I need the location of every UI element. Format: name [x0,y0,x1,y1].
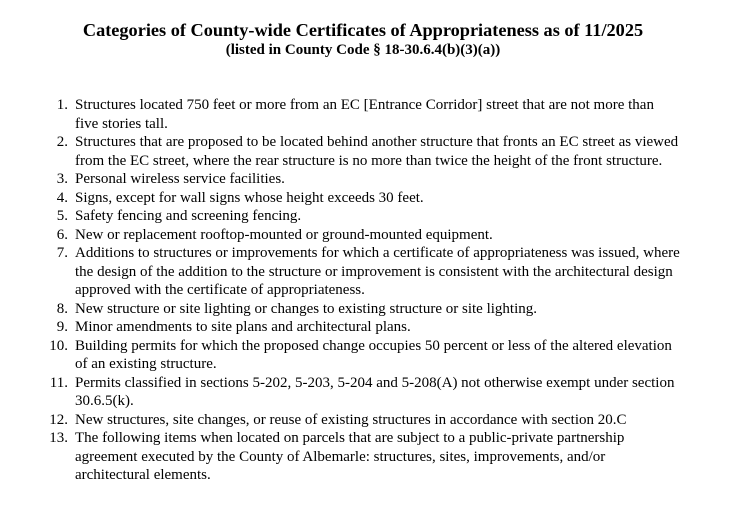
document-title: Categories of County-wide Certificates of Appropriateness as of 11/2025 [82,20,644,40]
list-item-number: 13. [49,430,68,446]
list-item-text: Signs, except for wall signs whose height exceeds 30 feet. [75,189,424,206]
list-item-number: 3. [56,171,68,187]
list-item [0,96,680,133]
list-item [0,170,680,189]
list-item-number: 1. [56,97,68,113]
list-item-text: Additions to structures or improvements for which a certificate of appropriateness was issued, where the design of the addition to the structure or improvement is consistent with the architectural design approved with the certificate of appropriateness. [75,245,680,298]
list-item [0,133,680,170]
list-item [0,374,680,411]
categories-list [0,96,756,485]
list-item-text: Building permits for which the proposed change occupies 50 percent or less of the altered elevation of an existing structure. [75,337,672,372]
list-item-text: The following items when located on parcels that are subject to a public-private partnership agreement executed by the County of Albemarle: structures, sites, improvements, and/or architectural elements. [75,430,625,483]
list-item-number: 12. [49,411,68,428]
list-item-number: 11. [49,374,68,391]
list-item-text: Minor amendments to site plans and architectural plans. [75,319,411,335]
list-item-text: New structures, site changes, or reuse of existing structures in accordance with section 20.C [75,411,627,428]
list-item-number: 4. [56,189,68,206]
list-item [0,189,680,208]
list-item-text: Safety fencing and screening fencing. [75,208,302,224]
list-item [0,429,680,485]
list-item [0,300,680,319]
list-item [0,244,680,300]
list-item-text: New structure or site lighting or changes to existing structure or site lighting. [75,300,537,317]
list-item-text: Structures that are proposed to be located behind another structure that fronts an EC street as viewed from the EC street, where the rear structure is no more than twice the height of the front structure. [75,134,679,169]
list-item-number: 5. [56,208,68,224]
list-item-number: 9. [56,319,68,335]
list-item-number: 7. [56,245,68,261]
list-item [0,318,680,337]
list-item-text: Personal wireless service facilities. [75,171,285,187]
list-item [0,337,680,374]
list-item [0,207,680,226]
list-item-number: 2. [56,134,68,150]
list-item-text: Permits classified in sections 5-202, 5-203, 5-204 and 5-208(A) not otherwise exempt under section 30.6.5(k). [75,374,675,409]
list-item-number: 10. [49,337,68,354]
list-item-text: New or replacement rooftop-mounted or ground-mounted equipment. [75,226,493,243]
list-item-number: 6. [56,226,68,243]
list-item-number: 8. [56,300,68,317]
list-item-text: Structures located 750 feet or more from an EC [Entrance Corridor] street that are not more than five stories tall. [75,97,654,132]
list-item [0,226,680,245]
list-item [0,411,680,430]
document-subtitle: (listed in County Code § 18-30.6.4(b)(3)(a)) [225,42,501,58]
